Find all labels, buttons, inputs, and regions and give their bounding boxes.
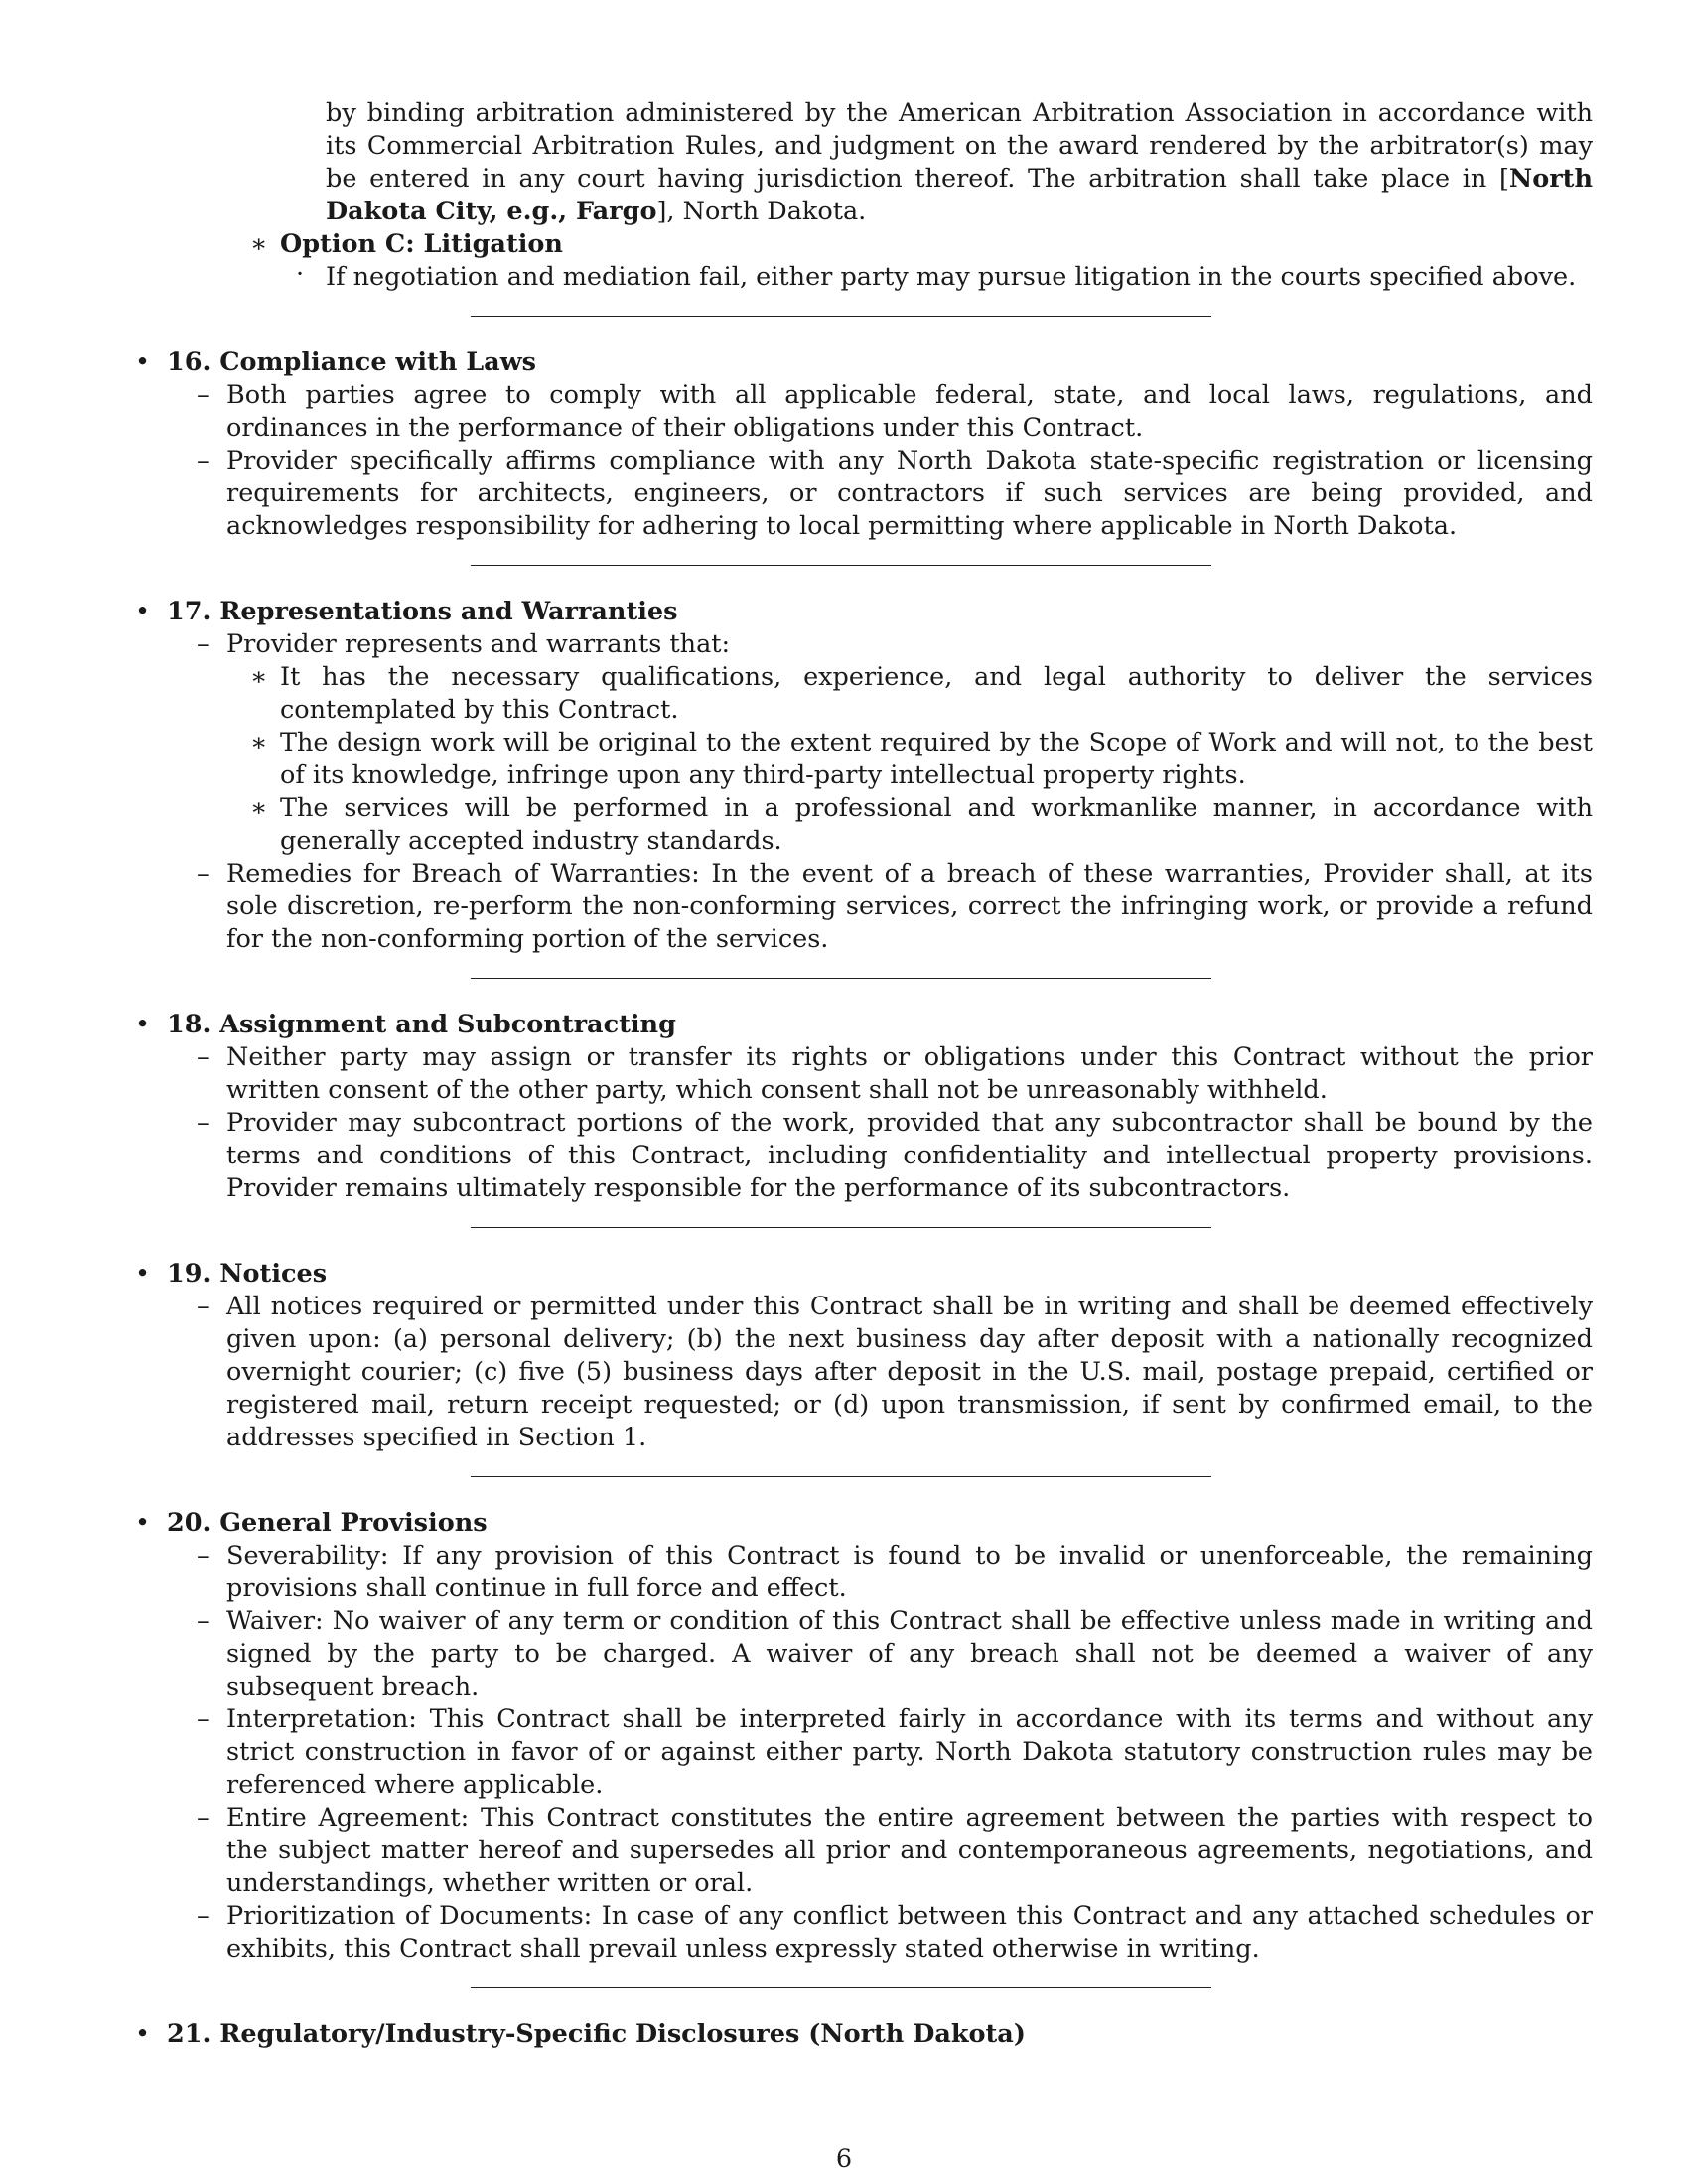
section-17-title: 17. Representations and Warranties [167,597,678,626]
sub-list-item [250,727,1593,792]
list-item-text: Provider represents and warrants that: [226,629,731,659]
list-item-text: Interpretation: This Contract shall be interpreted fairly in accordance with its terms and without any strict construction in favor of or against either party. North Dakota statutory construction rules may be referenced where applicable. [226,1705,1593,1800]
list-item [197,445,1593,543]
sub-list-item [250,661,1593,727]
bullet-marker: • [135,1010,151,1039]
dash-marker: – [197,1901,210,1931]
list-item-text: Provider may subcontract portions of the work, provided that any subcontractor shall be bound by the terms and conditions of this Contract, including confidentiality and intellectual property provisions. Provider remains ultimately responsible for the performance of its subcontractors. [226,1108,1593,1203]
list-item-text: Prioritization of Documents: In case of any conflict between this Contract and any attached schedules or exhibits, this Contract shall prevail unless expressly stated otherwise in writing. [226,1901,1593,1964]
list-item [197,1802,1593,1900]
option-c-item [250,228,1593,261]
list-item [197,1900,1593,1966]
dash-marker: – [197,859,210,888]
list-item-text: Neither party may assign or transfer its rights or obligations under this Contract without the prior written consent of the other party, which consent shall not be unreasonably withheld. [226,1042,1593,1105]
list-item-text: Both parties agree to comply with all applicable federal, state, and local laws, regulations, and ordinances in the performance of their obligations under this Contract. [226,380,1593,443]
section-16-heading [135,346,1593,379]
star-marker: ∗ [250,793,268,823]
star-marker: ∗ [250,662,268,692]
list-item-text: Provider specifically affirms compliance with any North Dakota state-specific registration or licensing requirements for architects, engineers, or contractors if such services are being provided, and acknowledges responsibility for adhering to local permitting where applicable in North Dakota. [226,446,1593,541]
list-item [197,628,1593,661]
dash-marker: – [197,1042,210,1072]
dash-marker: – [197,1705,210,1734]
list-item [197,379,1593,445]
list-item [197,1291,1593,1454]
section-16-title: 16. Compliance with Laws [167,347,537,377]
list-item [197,1704,1593,1802]
section-18-title: 18. Assignment and Subcontracting [167,1010,676,1039]
dash-marker: – [197,1606,210,1636]
section-19-heading [135,1258,1593,1291]
page-number: 6 [835,2144,853,2174]
section-20-heading [135,1507,1593,1540]
section-19-title: 19. Notices [167,1259,328,1289]
arbitration-text-end: ], North Dakota. [656,197,867,226]
dash-marker: – [197,1541,210,1570]
arbitration-city-placeholder: North Dakota City, e.g., Fargo [326,164,1593,226]
bullet-marker: • [135,597,151,626]
dot-marker: · [296,259,305,289]
list-item-text: Waiver: No waiver of any term or condition of this Contract shall be effective unless made in writing and signed by the party to be charged. A waiver of any breach shall not be deemed a waiver of any subsequent breach. [226,1606,1593,1702]
list-item-text: Severability: If any provision of this Contract is found to be invalid or unenforceable, the remaining provisions shall continue in full force and effect. [226,1541,1593,1603]
sub-list-item-text: It has the necessary qualifications, experience, and legal authority to deliver the services contemplated by this Contract. [280,662,1593,725]
star-marker: ∗ [250,229,268,259]
dash-marker: – [197,1803,210,1833]
list-item-text: Entire Agreement: This Contract constitutes the entire agreement between the parties with respect to the subject matter hereof and supersedes all prior and contemporaneous agreements, negotiations, and understandings, whether written or oral. [226,1803,1593,1898]
sub-list-item [250,792,1593,858]
list-item [197,858,1593,956]
option-c-text: If negotiation and mediation fail, either party may pursue litigation in the courts specified above. [326,262,1577,292]
section-21-heading [135,2018,1593,2051]
section-20-title: 20. General Provisions [167,1508,488,1538]
bullet-marker: • [135,347,151,377]
sub-list-item-text: The design work will be original to the extent required by the Scope of Work and will not, to the best of its knowledge, infringe upon any third-party intellectual property rights. [280,728,1593,790]
document-page [135,97,1593,2051]
list-item [197,1605,1593,1704]
option-c-detail [296,261,1593,294]
sub-list-item-text: The services will be performed in a professional and workmanlike manner, in accordance with generally accepted industry standards. [280,793,1593,856]
option-c-title: Option C: Litigation [280,229,563,259]
list-item [197,1041,1593,1107]
list-item [197,1540,1593,1605]
section-21-title: 21. Regulatory/Industry-Specific Disclosures (North Dakota) [167,2019,1026,2049]
dash-marker: – [197,629,210,659]
dash-marker: – [197,1292,210,1321]
section-18-heading [135,1009,1593,1041]
bullet-marker: • [135,1259,151,1289]
arbitration-paragraph [326,97,1593,228]
list-item [197,1107,1593,1205]
dash-marker: – [197,380,210,410]
bullet-marker: • [135,2019,151,2049]
dash-marker: – [197,446,210,476]
arbitration-text-start: by binding arbitration administered by the American Arbitration Association in accordance with its Commercial Arbitration Rules, and judgment on the award rendered by the arbitrator(s) may be entered in any court having jurisdiction thereof. The arbitration shall take place in [ [326,98,1593,194]
bullet-marker: • [135,1508,151,1538]
star-marker: ∗ [250,728,268,757]
list-item-text: Remedies for Breach of Warranties: In the event of a breach of these warranties, Provider shall, at its sole discretion, re-perform the non-conforming services, correct the infringing work, or provide a refund for the non-conforming portion of the services. [226,859,1593,954]
list-item-text: All notices required or permitted under this Contract shall be in writing and shall be deemed effectively given upon: (a) personal delivery; (b) the next business day after deposit with a nationally recognized overnight courier; (c) five (5) business days after deposit in the U.S. mail, postage prepaid, certified or registered mail, return receipt requested; or (d) upon transmission, if sent by confirmed email, to the addresses specified in Section 1. [226,1292,1593,1452]
section-17-heading [135,596,1593,628]
dash-marker: – [197,1108,210,1138]
